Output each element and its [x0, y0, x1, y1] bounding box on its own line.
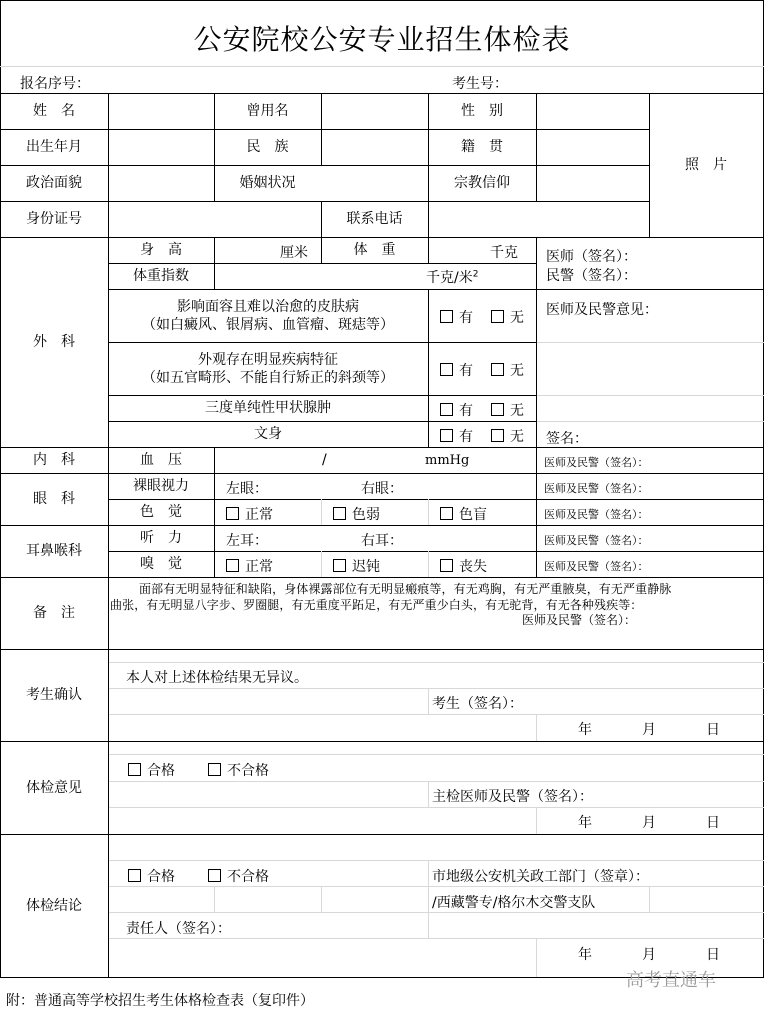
col-line [428, 289, 429, 447]
phone-label: 联系电话 [346, 211, 403, 227]
conclusion-fail-option[interactable] [208, 866, 269, 886]
checkbox[interactable] [208, 869, 221, 882]
reg-no-label: 报名序号： [20, 76, 90, 92]
thyroid-yes-option[interactable] [440, 400, 473, 420]
internal-sign-label: 医师及民警（签名）： [544, 456, 649, 469]
col-line [428, 237, 429, 263]
feature-disease-title: 外观存在明显疾病特征 [198, 351, 338, 368]
row-line [108, 688, 764, 689]
opinion-year: 年 [578, 815, 592, 831]
ethnicity-label: 民 族 [246, 139, 289, 155]
checkbox[interactable] [491, 429, 504, 442]
col-line [214, 237, 215, 289]
footer-note: 附：普通高等学校招生考生体格检查表（复印件） [6, 993, 314, 1009]
candidate-sign-label: 考生（签名）： [432, 696, 523, 712]
col-line [536, 714, 537, 741]
checkbox[interactable] [440, 310, 453, 323]
fail-text: 不合格 [227, 763, 269, 779]
religion-label: 宗教信仰 [454, 175, 510, 191]
id-no-label: 身份证号 [26, 211, 82, 227]
dept-sign-label: 市地级公安机关政工部门（签章）： [432, 869, 649, 885]
checkbox[interactable] [491, 310, 504, 323]
eye-label: 眼 科 [33, 491, 75, 507]
exam-no-label: 考生号： [452, 76, 508, 92]
fail-text: 不合格 [227, 869, 269, 885]
col-line [428, 860, 429, 938]
confirm-label: 考生确认 [26, 687, 82, 703]
bmi-unit-sup: 2 [472, 269, 479, 280]
surgery-label: 外 科 [33, 334, 75, 350]
opinion-month: 月 [642, 815, 656, 831]
thyroid-item: 三度单纯性甲状腺肿 [205, 400, 331, 416]
row-line [108, 781, 764, 782]
hearing-sign-label: 医师及民警（签名）： [544, 534, 649, 547]
col-line [428, 688, 429, 714]
checkbox[interactable] [440, 363, 453, 376]
title-top-border [0, 0, 764, 1]
no-text: 无 [510, 310, 524, 326]
conclusion-month: 月 [642, 947, 656, 963]
height-label: 身 高 [140, 242, 182, 258]
tattoo-no-option[interactable] [491, 426, 524, 446]
row-line [108, 714, 764, 715]
conclusion-year: 年 [578, 947, 592, 963]
col-line [536, 938, 537, 977]
row-line [108, 886, 764, 887]
row-line [0, 741, 764, 742]
skin-yes-option[interactable] [440, 307, 473, 327]
row-line [536, 342, 764, 343]
smell-dull-option[interactable] [333, 556, 380, 576]
blind-text: 色盲 [459, 507, 487, 523]
weak-text: 色弱 [352, 507, 380, 523]
feature-yes-option[interactable] [440, 360, 473, 380]
thyroid-no-option[interactable] [491, 400, 524, 420]
smell-normal-option[interactable] [226, 556, 273, 576]
confirm-month: 月 [642, 722, 656, 738]
row-line [108, 662, 764, 663]
yes-text: 有 [459, 310, 473, 326]
color-blind-option[interactable] [440, 504, 487, 524]
left-ear-label: 左耳： [226, 533, 268, 549]
feature-no-option[interactable] [491, 360, 524, 380]
opinion-label: 体检意见 [26, 779, 82, 796]
tattoo-item: 文身 [254, 426, 282, 442]
police-sign-label: 民警（签名）： [546, 268, 637, 284]
page-title: 公安院校公安专业招生体检表 [193, 23, 571, 56]
checkbox[interactable] [440, 559, 453, 572]
checkbox[interactable] [440, 507, 453, 520]
gender-label: 性 别 [461, 103, 503, 119]
bmi-unit-text: 千克/米 [426, 270, 473, 286]
chief-sign-label: 主检医师及民警（签名）： [432, 789, 593, 805]
pass-text: 合格 [147, 869, 175, 885]
col-line [536, 807, 537, 834]
checkbox[interactable] [208, 763, 221, 776]
col-line [428, 499, 429, 525]
political-label: 政治面貌 [26, 175, 82, 191]
col-line [321, 886, 322, 912]
left-eye-label: 左眼： [226, 481, 268, 497]
skin-disease-examples: （如白癜风、银屑病、血管瘤、斑痣等） [142, 316, 394, 333]
right-ear-label: 右耳： [361, 533, 403, 549]
surgery-opinion-label: 医师及民警意见： [546, 302, 658, 318]
bp-slash: / [322, 452, 327, 468]
row-line [108, 754, 764, 755]
row-line [108, 860, 764, 861]
height-unit: 厘米 [280, 245, 308, 261]
checkbox[interactable] [491, 403, 504, 416]
checkbox[interactable] [491, 363, 504, 376]
skin-disease-item [108, 289, 428, 342]
remarks-line2: 曲张，有无明显八字步、罗圈腿，有无重度平跖足，有无严重少白头，有无驼背，有无各种残疾等： [110, 598, 643, 612]
row-line [0, 649, 764, 650]
confirm-year: 年 [578, 722, 592, 738]
bmi-unit [426, 267, 478, 287]
right-eye-label: 右眼： [361, 481, 403, 497]
col-line [321, 551, 322, 577]
vision-sign-label: 医师及民警（签名）： [544, 482, 649, 495]
checkbox[interactable] [128, 763, 141, 776]
checkbox[interactable] [440, 403, 453, 416]
opinion-fail-option[interactable] [208, 760, 269, 780]
color-weak-option[interactable] [333, 504, 380, 524]
row-line [0, 834, 764, 835]
bp-label: 血 压 [140, 452, 182, 468]
skin-no-option[interactable] [491, 307, 524, 327]
dull-text: 迟钝 [352, 559, 380, 575]
no-text: 无 [510, 403, 524, 419]
opinion-day: 日 [706, 815, 720, 831]
feature-disease-examples: （如五官畸形、不能自行矫正的斜颈等） [142, 369, 394, 386]
former-name-label: 曾用名 [246, 103, 289, 119]
smell-sign-label: 医师及民警（签名）： [544, 560, 649, 573]
color-normal-option[interactable] [226, 504, 273, 524]
checkbox[interactable] [226, 507, 239, 520]
yes-text: 有 [459, 363, 473, 379]
color-vision-label: 色 觉 [140, 504, 182, 520]
row-line [108, 912, 764, 913]
bp-unit: mmHg [425, 453, 470, 468]
row-line [108, 938, 764, 939]
checkbox[interactable] [128, 869, 141, 882]
watermark: 高考直通车 [626, 970, 716, 991]
doctor-sign-label: 医师（签名）： [546, 249, 637, 265]
weight-label: 体 重 [353, 242, 396, 258]
birth-label: 出生年月 [26, 139, 82, 155]
conclusion-label: 体检结论 [26, 897, 82, 914]
col-line [321, 499, 322, 525]
normal-text: 正常 [245, 559, 273, 575]
col-line [321, 93, 322, 165]
col-line [428, 781, 429, 807]
vision-label: 裸眼视力 [133, 478, 189, 494]
feature-disease-item [108, 342, 428, 395]
confirm-text: 本人对上述体检结果无异议。 [126, 670, 308, 686]
no-text: 无 [510, 429, 524, 445]
color-sign-label: 医师及民警（签名）： [544, 508, 649, 521]
native-place-label: 籍 贯 [461, 139, 503, 155]
remarks-label: 备 注 [33, 605, 75, 621]
col-line [214, 886, 215, 912]
col-line [536, 93, 537, 201]
checkbox[interactable] [333, 507, 346, 520]
col-line [536, 237, 537, 577]
remarks-sign-label: 医师及民警（签名）： [522, 613, 637, 627]
row-line [0, 577, 764, 578]
surgery-sign-label: 签名： [546, 431, 588, 447]
checkbox[interactable] [333, 559, 346, 572]
bmi-label: 体重指数 [133, 268, 189, 284]
row-line [536, 395, 764, 396]
tattoo-yes-option[interactable] [440, 426, 473, 446]
conclusion-day: 日 [706, 947, 720, 963]
conclusion-pass-option[interactable] [128, 866, 175, 886]
photo-label: 照 片 [685, 157, 727, 173]
confirm-day: 日 [706, 722, 720, 738]
yes-text: 有 [459, 429, 473, 445]
title-bottom-rule [0, 66, 764, 67]
yes-text: 有 [459, 403, 473, 419]
skin-disease-title: 影响面容且难以治愈的皮肤病 [177, 298, 359, 315]
weight-unit: 千克 [490, 245, 518, 261]
dept-unit: /西藏警专/格尔木交警支队 [432, 895, 596, 911]
name-label: 姓 名 [33, 103, 75, 119]
checkbox[interactable] [226, 559, 239, 572]
smell-loss-option[interactable] [440, 556, 487, 576]
checkbox[interactable] [440, 429, 453, 442]
smell-label: 嗅 觉 [140, 556, 182, 572]
col-line [428, 551, 429, 577]
pass-text: 合格 [147, 763, 175, 779]
no-text: 无 [510, 363, 524, 379]
loss-text: 丧失 [459, 559, 487, 575]
remarks-line1: 面部有无明显特征和缺陷，身体裸露部位有无明显瘢痕等，有无鸡胸，有无严重腋臭，有无严重静脉 [139, 582, 672, 596]
col-line [214, 447, 215, 577]
ent-label: 耳鼻喉科 [26, 543, 82, 559]
hearing-label: 听 力 [140, 530, 182, 546]
normal-text: 正常 [245, 507, 273, 523]
row-line [536, 421, 764, 422]
marital-label: 婚姻状况 [239, 175, 296, 191]
opinion-pass-option[interactable] [128, 760, 175, 780]
person-sign-label: 责任人（签名）： [126, 921, 231, 937]
internal-label: 内 科 [33, 452, 75, 468]
col-line [649, 886, 650, 912]
row-line [108, 807, 764, 808]
